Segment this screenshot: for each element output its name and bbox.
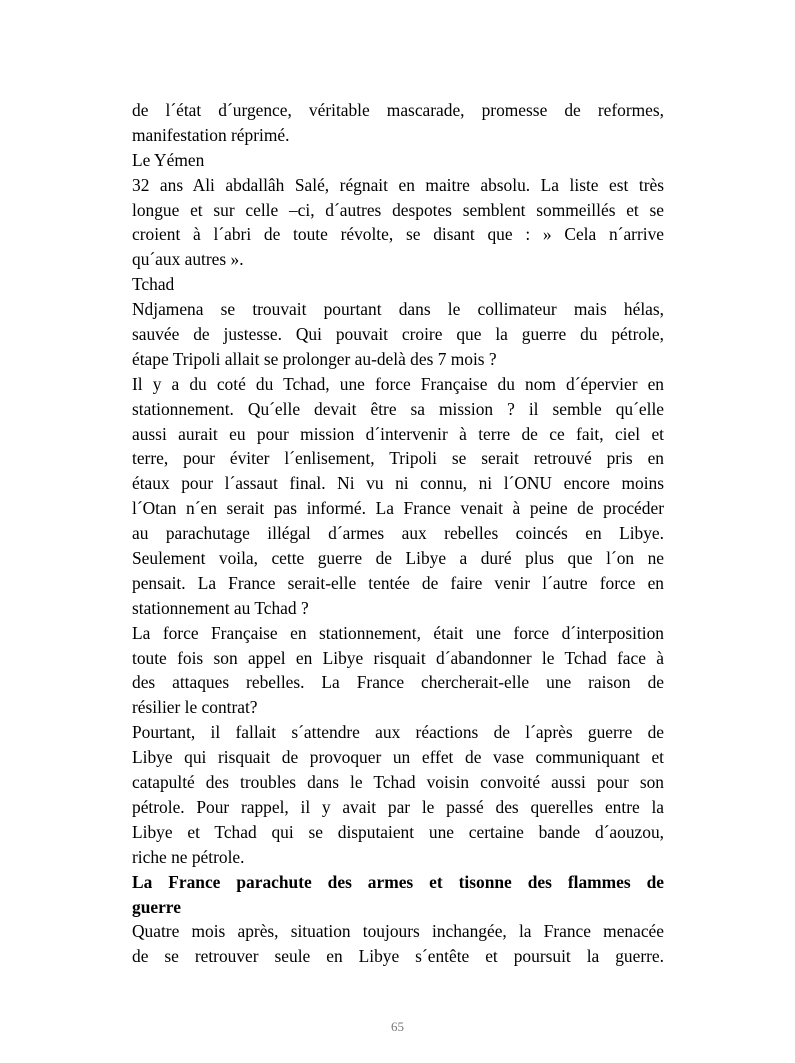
page-body [132, 98, 664, 969]
text-line: étape Tripoli allait se prolonger au-delà des 7 mois ? [132, 348, 497, 369]
text-line: La force Française en stationnement, était une force d´interposition [132, 622, 664, 643]
page-number: 65 [391, 1019, 404, 1034]
text-line: longue et sur celle –ci, d´autres despotes semblent sommeillés et se [132, 199, 664, 220]
text-line: étaux pour l´assaut final. Ni vu ni connu, ni l´ONU encore moins [132, 473, 664, 494]
text-line: l´Otan n´en serait pas informé. La France venait à peine de procéder [132, 498, 664, 519]
text-line: terre, pour éviter l´enlisement, Tripoli se serait retrouvé pris en [132, 448, 664, 469]
text-line: Libye qui risquait de provoquer un effet de vase communiquant et [132, 747, 664, 768]
text-line: résilier le contrat? [132, 697, 258, 718]
text-line: des attaques rebelles. La France chercherait-elle une raison de [132, 672, 664, 693]
text-line: de l´état d´urgence, véritable mascarade, promesse de reformes, [132, 100, 664, 120]
text-line: pensait. La France serait-elle tentée de faire venir l´autre force en [132, 572, 664, 593]
text-line: Ndjamena se trouvait pourtant dans le collimateur mais hélas, [132, 299, 664, 320]
text-line: stationnement. Qu´elle devait être sa mission ? il semble qu´elle [132, 398, 664, 419]
text-line: pétrole. Pour rappel, il y avait par le passé des querelles entre la [132, 796, 664, 817]
text-line: croient à l´abri de toute révolte, se disant que : » Cela n´arrive [132, 224, 664, 245]
text-line: Seulement voila, cette guerre de Libye a duré plus que l´on ne [132, 548, 664, 569]
text-line: sauvée de justesse. Qui pouvait croire que la guerre du pétrole, [132, 324, 664, 345]
text-line: Pourtant, il fallait s´attendre aux réactions de l´après guerre de [132, 722, 664, 743]
text-line: qu´aux autres ». [132, 249, 244, 270]
text-line: toute fois son appel en Libye risquait d´abandonner le Tchad face à [132, 647, 664, 668]
text-line: au parachutage illégal d´armes aux rebelles coincés en Libye. [132, 523, 664, 544]
text-line: Tchad [132, 274, 175, 295]
text-line: Le Yémen [132, 149, 205, 170]
text-line: aussi aurait eu pour mission d´intervenir à terre de ce fait, ciel et [132, 423, 664, 444]
heading-line: guerre [132, 896, 181, 917]
text-line: riche ne pétrole. [132, 846, 245, 867]
text-line: Libye et Tchad qui se disputaient une certaine bande d´aouzou, [132, 821, 664, 842]
text-line: stationnement au Tchad ? [132, 597, 309, 618]
text-line: Il y a du coté du Tchad, une force Française du nom d´épervier en [132, 373, 664, 394]
heading-line: La France parachute des armes et tisonne des flammes de [132, 871, 664, 892]
text-line: manifestation réprimé. [132, 124, 290, 145]
text-line: catapulté des troubles dans le Tchad voisin convoité aussi pour son [132, 772, 664, 793]
text-line: Quatre mois après, situation toujours inchangée, la France menacée [132, 921, 664, 942]
text-line: 32 ans Ali abdallâh Salé, régnait en maitre absolu. La liste est très [132, 174, 664, 195]
text-line: de se retrouver seule en Libye s´entête et poursuit la guerre. [132, 946, 664, 967]
